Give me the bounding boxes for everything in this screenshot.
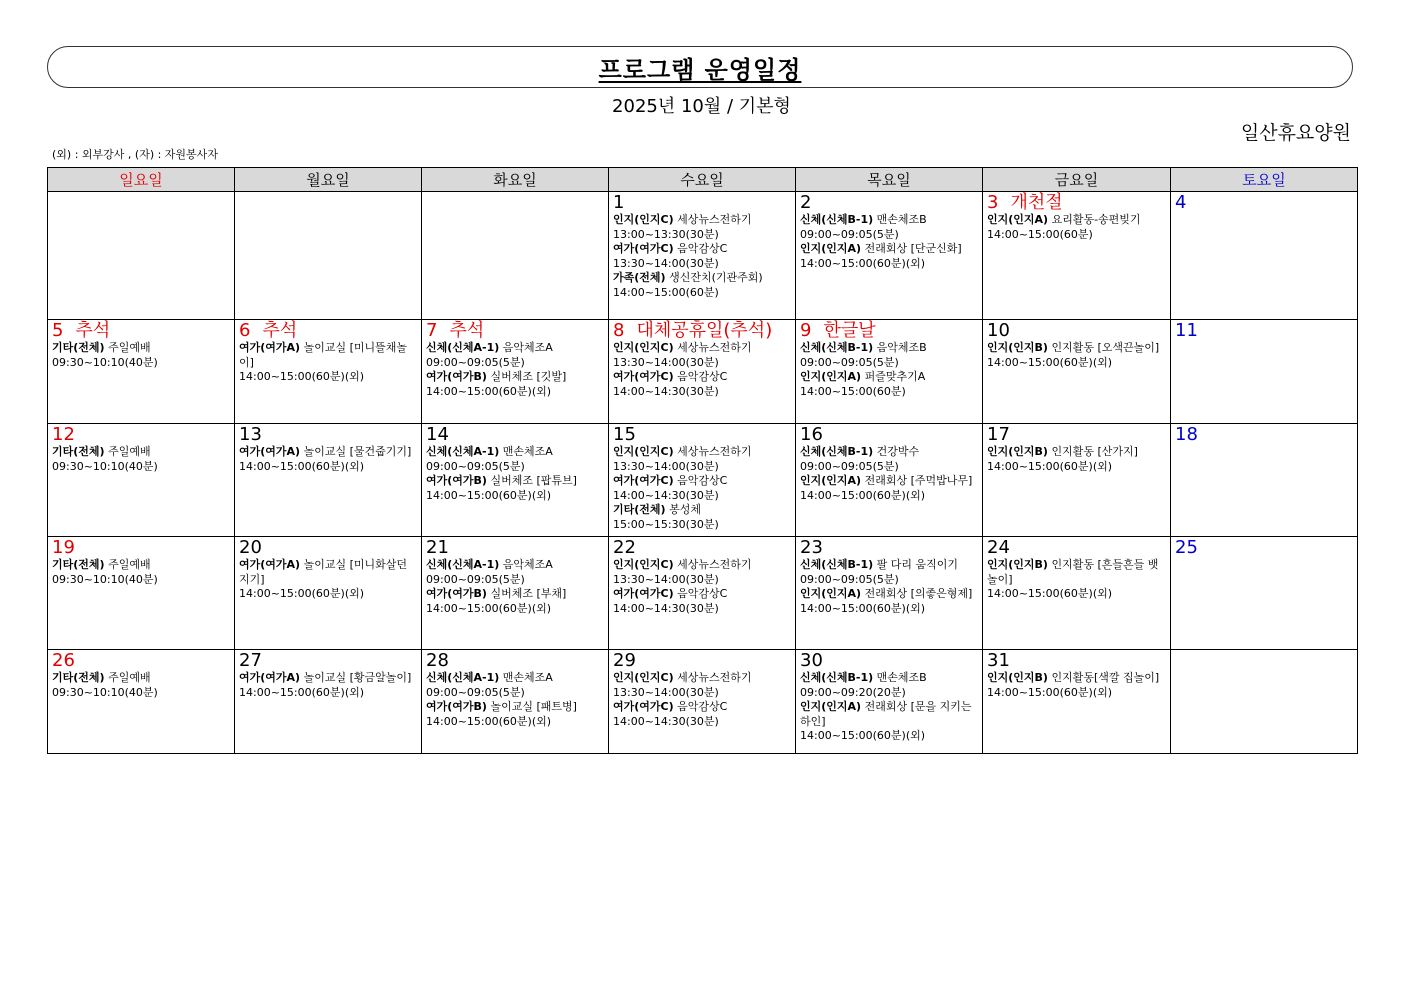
event-time: 09:00~09:05(5분) (800, 227, 899, 241)
weekday-thursday: 목요일 (796, 168, 983, 192)
weekday-header-row (48, 168, 1358, 192)
event-time: 09:00~09:05(5분) (426, 572, 525, 586)
event-name: 음악체조A (502, 558, 553, 571)
day-number: 2 (800, 192, 812, 213)
day-number: 19 (52, 537, 75, 558)
event-name: 건강박수 (876, 445, 920, 458)
day-number: 24 (987, 537, 1010, 558)
event-name: 인지활동 [흔들흔들 뱃놀이] (987, 558, 1159, 586)
day-cell (796, 424, 983, 537)
event-name: 생신잔치(기관주회) (669, 271, 763, 284)
event-time: 09:00~09:05(5분) (426, 685, 525, 699)
event-time: 13:30~14:00(30분) (613, 572, 719, 586)
day-number-line (800, 320, 978, 341)
event-name: 주일예배 (108, 671, 151, 684)
day-cell (235, 320, 422, 424)
day-number-line (1175, 537, 1353, 558)
weekday-sunday: 일요일 (48, 168, 235, 192)
day-number-line (800, 192, 978, 213)
day-number: 21 (426, 537, 449, 558)
day-cell (235, 192, 422, 320)
day-number: 9 (800, 320, 812, 341)
program-event (987, 213, 1166, 242)
event-time: 09:00~09:20(20분) (800, 685, 906, 699)
day-cell (48, 424, 235, 537)
event-name: 맨손체조A (502, 671, 553, 684)
program-event (987, 341, 1166, 370)
day-number: 16 (800, 424, 823, 445)
day-number-line (800, 424, 978, 445)
event-time: 13:30~14:00(30분) (613, 355, 719, 369)
day-number: 10 (987, 320, 1010, 341)
day-cell (796, 537, 983, 650)
day-cell (1171, 650, 1358, 754)
program-event (613, 370, 791, 399)
program-event (426, 474, 604, 503)
day-number: 17 (987, 424, 1010, 445)
event-category: 기타(전체) (613, 503, 666, 516)
day-number-line (239, 537, 417, 558)
day-number-line (239, 320, 417, 341)
day-number: 5 (52, 320, 64, 341)
weekday-friday: 금요일 (983, 168, 1171, 192)
event-name: 팔 다리 움직이기 (876, 558, 959, 571)
day-number-line (613, 320, 791, 341)
week-row (48, 424, 1358, 537)
day-number-line (426, 320, 604, 341)
day-number: 28 (426, 650, 449, 671)
day-number-line (426, 424, 604, 445)
program-event (613, 503, 791, 532)
day-number: 27 (239, 650, 262, 671)
day-number: 18 (1175, 424, 1198, 445)
program-event (800, 445, 978, 474)
event-category: 인지(인지C) (613, 445, 674, 458)
event-category: 신체(신체B-1) (800, 445, 874, 458)
event-time: 14:00~15:00(60분)(외) (987, 685, 1113, 699)
event-time: 14:00~15:00(60분) (613, 285, 719, 299)
day-cell (796, 320, 983, 424)
event-name: 실버체조 [부채] (490, 587, 567, 600)
day-cell (983, 537, 1171, 650)
event-time: 09:00~09:05(5분) (426, 355, 525, 369)
event-time: 14:00~14:30(30분) (613, 601, 719, 615)
event-name: 놀이교실 [패트병] (490, 700, 577, 713)
program-event (987, 558, 1166, 602)
day-cell (983, 650, 1171, 754)
day-cell (235, 424, 422, 537)
event-category: 가족(전체) (613, 271, 666, 284)
holiday-label: 추석 (262, 320, 298, 341)
program-event (987, 445, 1166, 474)
day-cell (983, 192, 1171, 320)
program-event (426, 341, 604, 370)
event-name: 세상뉴스전하기 (677, 445, 752, 458)
week-row (48, 320, 1358, 424)
program-event (613, 242, 791, 271)
day-number: 14 (426, 424, 449, 445)
event-name: 세상뉴스전하기 (677, 341, 752, 354)
event-time: 14:00~15:00(60분) (987, 227, 1093, 241)
event-category: 인지(인지C) (613, 341, 674, 354)
event-category: 인지(인지A) (800, 474, 862, 487)
day-number-line (800, 537, 978, 558)
event-category: 신체(신체A-1) (426, 558, 500, 571)
program-event (426, 445, 604, 474)
day-number: 13 (239, 424, 262, 445)
day-cell (48, 320, 235, 424)
program-event (613, 445, 791, 474)
event-time: 14:00~15:00(60분)(외) (426, 488, 552, 502)
day-number-line (239, 650, 417, 671)
weekday-tuesday: 화요일 (422, 168, 609, 192)
event-name: 전래회상 [문을 지키는 하인] (800, 700, 972, 728)
event-category: 인지(인지B) (987, 671, 1048, 684)
event-time: 13:30~14:00(30분) (613, 256, 719, 270)
day-cell (609, 650, 796, 754)
week-row (48, 537, 1358, 650)
day-number: 29 (613, 650, 636, 671)
program-event (613, 213, 791, 242)
day-number: 23 (800, 537, 823, 558)
event-time: 14:00~15:00(60분)(외) (800, 729, 926, 742)
day-number-line (987, 650, 1166, 671)
day-number: 26 (52, 650, 75, 671)
event-category: 여가(여가A) (239, 341, 301, 354)
event-time: 14:00~15:00(60분)(외) (426, 384, 552, 398)
event-time: 14:00~15:00(60분)(외) (987, 355, 1113, 369)
program-event (426, 587, 604, 616)
day-number: 1 (613, 192, 625, 213)
event-category: 여가(여가A) (239, 671, 301, 684)
day-cell (1171, 537, 1358, 650)
day-number-line (1175, 320, 1353, 341)
event-category: 인지(인지A) (800, 242, 862, 255)
holiday-label: 대체공휴일(추석) (636, 320, 773, 341)
event-time: 14:00~14:30(30분) (613, 714, 719, 728)
day-number-line (52, 650, 230, 671)
day-cell (422, 537, 609, 650)
day-number: 8 (613, 320, 625, 341)
event-name: 퍼즐맞추기A (864, 370, 926, 383)
day-number: 11 (1175, 320, 1198, 341)
event-name: 인지활동 [오색끈놀이] (1051, 341, 1160, 354)
event-name: 주일예배 (108, 445, 151, 458)
event-time: 13:30~14:00(30분) (613, 459, 719, 473)
event-category: 여가(여가C) (613, 474, 674, 487)
week-row (48, 192, 1358, 320)
event-name: 놀이교실 [황금알놀이] (303, 671, 412, 684)
event-time: 09:00~09:05(5분) (800, 459, 899, 473)
weekday-wednesday: 수요일 (609, 168, 796, 192)
day-number-line (426, 537, 604, 558)
event-time: 09:00~09:05(5분) (426, 459, 525, 473)
event-name: 맨손체조A (502, 445, 553, 458)
event-time: 14:00~15:00(60분)(외) (987, 459, 1113, 473)
day-number-line (987, 320, 1166, 341)
day-cell (1171, 192, 1358, 320)
event-category: 인지(인지C) (613, 671, 674, 684)
program-event (800, 474, 978, 503)
event-time: 14:00~14:30(30분) (613, 488, 719, 502)
event-name: 봉성체 (669, 503, 701, 516)
event-category: 여가(여가B) (426, 587, 487, 600)
program-event (239, 671, 417, 700)
day-number: 7 (426, 320, 438, 341)
event-name: 전래회상 [주먹밥나무] (864, 474, 973, 487)
event-category: 인지(인지A) (800, 370, 862, 383)
day-number: 31 (987, 650, 1010, 671)
weekday-monday: 월요일 (235, 168, 422, 192)
event-name: 전래회상 [단군신화] (864, 242, 962, 255)
holiday-label: 한글날 (823, 320, 876, 341)
program-event (613, 341, 791, 370)
day-number: 30 (800, 650, 823, 671)
program-event (239, 341, 417, 385)
event-name: 맨손체조B (876, 671, 927, 684)
event-time: 13:00~13:30(30분) (613, 227, 719, 241)
program-event (800, 341, 978, 370)
day-cell (48, 537, 235, 650)
day-number-line (613, 537, 791, 558)
day-cell (422, 650, 609, 754)
event-time: 09:30~10:10(40분) (52, 459, 158, 473)
title-box (47, 46, 1353, 88)
day-cell (983, 424, 1171, 537)
program-event (987, 671, 1166, 700)
event-time: 14:00~15:00(60분)(외) (239, 685, 365, 699)
event-time: 09:30~10:10(40분) (52, 572, 158, 586)
event-name: 맨손체조B (876, 213, 927, 226)
event-category: 신체(신체B-1) (800, 341, 874, 354)
day-cell (796, 650, 983, 754)
event-time: 14:00~15:00(60분) (800, 384, 906, 398)
event-name: 놀이교실 [물건줍기기] (303, 445, 412, 458)
event-name: 음악감상C (677, 370, 728, 383)
program-event (52, 558, 230, 587)
program-event (613, 271, 791, 300)
day-number-line (239, 424, 417, 445)
program-event (800, 558, 978, 587)
event-time: 14:00~15:00(60분)(외) (987, 587, 1113, 600)
day-number: 22 (613, 537, 636, 558)
event-name: 세상뉴스전하기 (677, 558, 752, 571)
program-event (239, 558, 417, 602)
event-category: 신체(신체A-1) (426, 445, 500, 458)
event-category: 인지(인지B) (987, 445, 1048, 458)
program-event (800, 370, 978, 399)
event-category: 신체(신체B-1) (800, 671, 874, 684)
event-name: 음악감상C (677, 587, 728, 600)
event-category: 기타(전체) (52, 671, 105, 684)
day-cell (235, 537, 422, 650)
program-event (426, 370, 604, 399)
event-category: 여가(여가B) (426, 370, 487, 383)
program-event (426, 700, 604, 729)
day-number: 4 (1175, 192, 1187, 213)
event-name: 주일예배 (108, 341, 151, 354)
day-cell (609, 424, 796, 537)
event-time: 14:00~15:00(60분)(외) (800, 488, 926, 502)
day-cell (422, 424, 609, 537)
event-name: 인지활동 [산가지] (1051, 445, 1138, 458)
day-number: 6 (239, 320, 251, 341)
event-name: 실버체조 [팝튜브] (490, 474, 577, 487)
day-number-line (426, 650, 604, 671)
day-number-line (987, 424, 1166, 445)
calendar-table (47, 167, 1358, 754)
program-event (613, 700, 791, 729)
event-name: 음악감상C (677, 474, 728, 487)
program-event (613, 474, 791, 503)
day-number-line (613, 424, 791, 445)
calendar-body (48, 192, 1358, 754)
event-category: 여가(여가C) (613, 700, 674, 713)
event-name: 인지활동[색깔 집놀이] (1051, 671, 1160, 684)
day-cell (1171, 424, 1358, 537)
program-event (239, 445, 417, 474)
event-name: 요리활동-송편빚기 (1051, 213, 1141, 226)
page-title: 프로그램 운영일정 (598, 55, 802, 84)
day-cell (235, 650, 422, 754)
event-category: 여가(여가A) (239, 445, 301, 458)
event-time: 09:30~10:10(40분) (52, 685, 158, 699)
day-number: 3 (987, 192, 999, 213)
event-name: 놀이교실 [미니화살던지기] (239, 558, 407, 586)
program-event (52, 445, 230, 474)
event-category: 인지(인지B) (987, 341, 1048, 354)
weekday-saturday: 토요일 (1171, 168, 1358, 192)
program-event (613, 671, 791, 700)
event-category: 인지(인지A) (800, 587, 862, 600)
page-subtitle: 2025년 10월 / 기본형 (612, 96, 791, 117)
event-name: 전래회상 [의좋은형제] (864, 587, 973, 600)
event-category: 여가(여가A) (239, 558, 301, 571)
event-category: 여가(여가C) (613, 242, 674, 255)
event-category: 인지(인지C) (613, 213, 674, 226)
event-category: 기타(전체) (52, 341, 105, 354)
day-number-line (52, 537, 230, 558)
program-event (426, 671, 604, 700)
event-category: 인지(인지B) (987, 558, 1048, 571)
program-event (800, 213, 978, 242)
program-event (800, 700, 978, 744)
day-cell (422, 320, 609, 424)
event-time: 14:00~14:30(30분) (613, 384, 719, 398)
day-number: 15 (613, 424, 636, 445)
day-number: 25 (1175, 537, 1198, 558)
event-name: 음악체조A (502, 341, 553, 354)
day-number-line (987, 537, 1166, 558)
event-time: 09:00~09:05(5분) (800, 355, 899, 369)
day-number-line (987, 192, 1166, 213)
event-category: 여가(여가C) (613, 587, 674, 600)
program-event (613, 558, 791, 587)
day-number-line (52, 320, 230, 341)
event-category: 인지(인지A) (800, 700, 862, 713)
event-name: 음악감상C (677, 242, 728, 255)
event-time: 13:30~14:00(30분) (613, 685, 719, 699)
program-event (52, 341, 230, 370)
day-number: 12 (52, 424, 75, 445)
event-name: 세상뉴스전하기 (677, 213, 752, 226)
event-category: 인지(인지A) (987, 213, 1049, 226)
event-time: 14:00~15:00(60분)(외) (426, 601, 552, 615)
event-name: 실버체조 [깃발] (490, 370, 567, 383)
day-cell (796, 192, 983, 320)
event-category: 여가(여가C) (613, 370, 674, 383)
event-time: 14:00~15:00(60분)(외) (426, 714, 552, 728)
program-event (800, 242, 978, 271)
event-time: 14:00~15:00(60분)(외) (239, 587, 365, 600)
event-category: 신체(신체B-1) (800, 213, 874, 226)
day-number: 20 (239, 537, 262, 558)
program-event (613, 587, 791, 616)
program-event (800, 671, 978, 700)
day-cell (983, 320, 1171, 424)
day-number-line (1175, 192, 1353, 213)
event-category: 신체(신체A-1) (426, 341, 500, 354)
organization-name: 일산휴요양원 (1240, 122, 1351, 144)
event-category: 기타(전체) (52, 558, 105, 571)
day-cell (609, 192, 796, 320)
event-name: 음악감상C (677, 700, 728, 713)
event-time: 15:00~15:30(30분) (613, 517, 719, 531)
event-time: 14:00~15:00(60분)(외) (800, 256, 926, 270)
event-category: 신체(신체B-1) (800, 558, 874, 571)
day-number-line (613, 650, 791, 671)
event-name: 주일예배 (108, 558, 151, 571)
day-cell (609, 320, 796, 424)
day-cell (422, 192, 609, 320)
event-time: 14:00~15:00(60분)(외) (800, 601, 926, 615)
holiday-label: 개천절 (1010, 192, 1063, 213)
event-category: 여가(여가B) (426, 700, 487, 713)
day-number-line (800, 650, 978, 671)
program-event (800, 587, 978, 616)
day-number-line (1175, 424, 1353, 445)
event-name: 놀이교실 [미니뜰채놀이] (239, 341, 407, 369)
event-category: 기타(전체) (52, 445, 105, 458)
event-name: 세상뉴스전하기 (677, 671, 752, 684)
event-time: 09:30~10:10(40분) (52, 355, 158, 369)
event-name: 음악체조B (876, 341, 927, 354)
event-category: 인지(인지C) (613, 558, 674, 571)
week-row (48, 650, 1358, 754)
holiday-label: 추석 (75, 320, 111, 341)
day-cell (609, 537, 796, 650)
holiday-label: 추석 (449, 320, 485, 341)
event-time: 14:00~15:00(60분)(외) (239, 459, 365, 473)
day-cell (48, 192, 235, 320)
event-category: 신체(신체A-1) (426, 671, 500, 684)
legend-note: (외) : 외부강사 , (자) : 자원봉사자 (52, 148, 218, 161)
event-time: 14:00~15:00(60분)(외) (239, 370, 365, 383)
program-event (52, 671, 230, 700)
day-cell (48, 650, 235, 754)
day-number-line (52, 424, 230, 445)
event-time: 09:00~09:05(5분) (800, 572, 899, 586)
day-cell (1171, 320, 1358, 424)
program-event (426, 558, 604, 587)
event-category: 여가(여가B) (426, 474, 487, 487)
day-number-line (613, 192, 791, 213)
